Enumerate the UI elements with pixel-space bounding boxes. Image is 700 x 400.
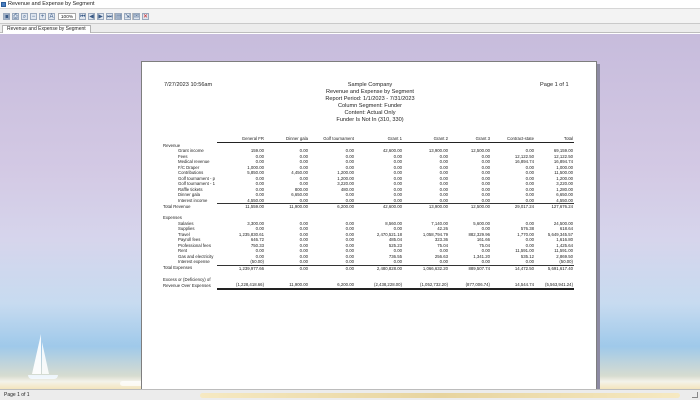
- cell-value: 0.00: [481, 164, 490, 170]
- cell-value: 1,425.64: [556, 242, 573, 248]
- cell-value: 1,770.00: [517, 231, 534, 237]
- cell-value: 0.00: [255, 192, 264, 197]
- cell-value: 0.00: [265, 265, 309, 271]
- cell-value: 0.00: [439, 159, 448, 164]
- cell-value: 0.00: [393, 175, 402, 181]
- cell-value: 6,650.00: [556, 192, 573, 197]
- cell-value: 1,341.20: [473, 253, 490, 259]
- cell-value: 0.00: [345, 237, 354, 242]
- zoom-out-icon[interactable]: −: [31, 14, 36, 20]
- cell-value: 0.00: [299, 242, 308, 248]
- first-page-icon[interactable]: ⏮: [80, 14, 86, 20]
- cell-value: 256.63: [434, 253, 448, 259]
- cell-value: 3,220.00: [337, 181, 354, 186]
- row-label: F/C Draper: [178, 164, 200, 170]
- cell-value: 0.00: [299, 197, 308, 203]
- cell-value: 16,894.74: [514, 159, 534, 164]
- cell-value: 0.00: [345, 148, 354, 153]
- row-label: Dinner gala: [178, 192, 200, 197]
- table-header-row: [162, 135, 574, 143]
- cell-value: 0.00: [345, 192, 354, 197]
- cell-value: 13,900.00: [428, 148, 448, 153]
- cell-value: 8,560.00: [385, 220, 402, 226]
- row-label: Expenses: [163, 215, 182, 220]
- cell-value: 11,591.00: [554, 248, 573, 253]
- cell-value: 0.00: [525, 175, 534, 181]
- cell-value: (877,006.74): [449, 282, 491, 289]
- cell-value: 0.00: [345, 159, 354, 164]
- column-header: Golf tournament: [309, 135, 355, 143]
- cell-value: 29,017.24: [491, 204, 535, 210]
- row-label: Supplies: [178, 226, 195, 231]
- cell-value: 1,235,830.61: [238, 231, 264, 237]
- cell-value: 5,691,617.40: [535, 265, 574, 271]
- export-icon[interactable]: ⇲: [125, 14, 131, 20]
- report-page-number: Page 1 of 1: [540, 82, 569, 88]
- cell-value: 0.00: [299, 175, 308, 181]
- cell-value: 13,900.00: [403, 204, 449, 210]
- cell-value: 11,591.00: [515, 248, 534, 253]
- cell-value: 0.00: [393, 181, 402, 186]
- cell-value: 0.00: [525, 237, 534, 242]
- cell-value: 0.00: [345, 153, 354, 159]
- cell-value: 0.00: [299, 231, 308, 237]
- cell-value: 0.00: [481, 248, 490, 253]
- row-label: Raffle tickets: [178, 186, 203, 192]
- sailboat-jib-icon: [42, 342, 49, 374]
- row-label: Total Revenue: [163, 203, 191, 209]
- search-icon[interactable]: ⌕: [22, 14, 27, 20]
- row-label: Golf tournament - p: [178, 175, 216, 181]
- cell-value: 159.00: [250, 148, 264, 153]
- cell-value: 0.00: [481, 186, 490, 192]
- cell-value: 42,600.00: [355, 204, 403, 210]
- cell-value: 0.00: [255, 226, 264, 231]
- cell-value: 0.00: [439, 248, 448, 253]
- cell-value: 0.00: [345, 248, 354, 253]
- cell-value: (5,563,941.24): [535, 282, 574, 289]
- cell-value: 0.00: [345, 226, 354, 231]
- cell-value: 5,850.00: [247, 170, 264, 175]
- cell-value: 736.55: [388, 253, 402, 259]
- cell-value: 0.00: [299, 181, 308, 186]
- cell-value: 0.00: [255, 181, 264, 186]
- report-period: Report Period: 1/1/2023 - 7/31/2023: [325, 96, 415, 102]
- cell-value: 535.12: [520, 253, 534, 259]
- page-setup-icon[interactable]: ▤: [116, 14, 122, 20]
- cell-value: 0.00: [255, 153, 264, 159]
- cell-value: 75.04: [437, 242, 448, 248]
- row-label: Interest expense: [178, 259, 210, 265]
- cell-value: 0.00: [345, 231, 354, 237]
- cell-value: 0.00: [439, 170, 448, 175]
- row-label: Gas and electricity: [178, 253, 214, 259]
- cell-value: 3,300.00: [247, 220, 264, 226]
- cell-value: 3,220.00: [556, 181, 573, 186]
- report-content: Content: Actual Only: [344, 110, 396, 116]
- row-label: Excess or (Deficiency) of: [163, 276, 211, 282]
- cell-value: 0.00: [393, 192, 402, 197]
- cell-value: 6,200.00: [309, 282, 355, 289]
- financial-table: [162, 135, 574, 290]
- cell-value: 0.00: [255, 253, 264, 259]
- row-label: Medical revenue: [178, 159, 210, 164]
- cell-value: 7,140.00: [431, 220, 448, 226]
- cell-value: 0.00: [393, 159, 402, 164]
- cell-value: 0.00: [255, 248, 264, 253]
- window-title: Revenue and Expense by Segment: [8, 1, 95, 7]
- cell-value: 24,500.00: [553, 220, 573, 226]
- cell-value: 0.00: [345, 197, 354, 203]
- cell-value: 882,329.96: [468, 231, 490, 237]
- cell-value: 0.00: [299, 148, 308, 153]
- cell-value: 42,600.00: [382, 148, 402, 153]
- cell-value: 0.00: [525, 170, 534, 175]
- cell-value: 5,600.00: [473, 220, 490, 226]
- column-header: General FR: [217, 135, 265, 143]
- window-title-bar: [0, 0, 700, 9]
- zoom-in-icon[interactable]: +: [40, 14, 45, 20]
- cell-value: 1,000.00: [556, 164, 573, 170]
- column-header: Dinner gala: [265, 135, 309, 143]
- cell-value: 0.00: [393, 170, 402, 175]
- company-name: Sample Company: [347, 82, 393, 88]
- tab-report[interactable]: Revenue and Expense by Segment: [2, 25, 91, 33]
- cell-value: 0.00: [345, 242, 354, 248]
- cell-value: 0.00: [481, 170, 490, 175]
- cell-value: 0.00: [393, 164, 402, 170]
- cell-value: 0.00: [299, 164, 308, 170]
- cell-value: 1,616.80: [556, 237, 573, 242]
- email-icon[interactable]: ✉: [134, 14, 140, 20]
- cell-value: 0.00: [299, 237, 308, 242]
- cell-value: 1,058,794.79: [422, 231, 448, 237]
- cell-value: 1,200.00: [337, 175, 354, 181]
- row-label: Fees: [178, 153, 188, 159]
- cell-value: 0.00: [439, 181, 448, 186]
- cell-value: 14,472.50: [491, 265, 535, 271]
- cell-value: 0.00: [439, 186, 448, 192]
- sailboat-sail-icon: [32, 334, 41, 374]
- column-header: Grant 3: [449, 135, 491, 143]
- row-label: Contributions: [178, 170, 204, 175]
- row-label: Professional fees: [178, 242, 211, 248]
- row-label: Revenue: [163, 142, 181, 148]
- cell-value: 0.00: [439, 192, 448, 197]
- cell-value: 5,649,345.57: [547, 231, 573, 237]
- cell-value: 0.00: [393, 259, 402, 264]
- cell-value: 525.23: [388, 242, 402, 248]
- zoom-level-input[interactable]: 100%: [58, 13, 76, 20]
- cell-value: 127,676.24: [535, 204, 574, 210]
- net-row: [162, 282, 574, 289]
- cell-value: 800.00: [294, 186, 308, 192]
- cell-value: 11,500.00: [554, 170, 573, 175]
- row-label: Interest income: [178, 197, 208, 203]
- cell-value: 0.00: [345, 220, 354, 226]
- row-label: Rent: [178, 248, 188, 253]
- cell-value: 1,000.00: [247, 164, 264, 170]
- row-label: Total Expenses: [163, 265, 193, 271]
- cell-value: 1,066,632.20: [403, 265, 449, 271]
- cell-value: 2,480,828.00: [355, 265, 403, 271]
- cell-value: 0.00: [439, 164, 448, 170]
- cell-value: 0.00: [481, 175, 490, 181]
- cell-value: 0.00: [481, 259, 490, 264]
- cell-value: (2,438,228.00): [355, 282, 403, 289]
- column-header: Contract-state: [491, 135, 535, 143]
- cell-value: 0.00: [439, 175, 448, 181]
- cell-value: 11,559.00: [217, 204, 265, 210]
- cell-value: 1,200.00: [337, 170, 354, 175]
- cell-value: 2,869.50: [556, 253, 573, 259]
- cell-value: 0.00: [299, 153, 308, 159]
- cell-value: 618.64: [559, 226, 573, 231]
- cell-value: 6,650.00: [291, 192, 308, 197]
- cell-value: 0.00: [481, 159, 490, 164]
- column-header: Grant 2: [403, 135, 449, 143]
- cell-value: 323.36: [434, 237, 448, 242]
- cell-value: 0.00: [345, 164, 354, 170]
- cell-value: 161.66: [476, 237, 490, 242]
- cell-value: 14,544.74: [491, 282, 535, 289]
- cell-value: (1,052,732.20): [403, 282, 449, 289]
- cell-value: 0.00: [393, 153, 402, 159]
- resize-grip-icon[interactable]: [692, 392, 698, 398]
- cell-value: 0.00: [299, 259, 308, 264]
- cell-value: 0.00: [255, 175, 264, 181]
- find-icon[interactable]: A: [49, 14, 54, 20]
- row-label: Salaries: [178, 220, 194, 226]
- cell-value: 0.00: [393, 226, 402, 231]
- cell-value: 485.04: [388, 237, 402, 242]
- cell-value: 646.72: [250, 237, 264, 242]
- cell-value: 0.00: [299, 220, 308, 226]
- cell-value: 0.00: [299, 248, 308, 253]
- cell-value: 0.00: [439, 259, 448, 264]
- next-page-icon[interactable]: ▶: [98, 14, 103, 20]
- column-header: Total: [535, 135, 574, 143]
- cell-value: 0.00: [255, 186, 264, 192]
- report-page: [141, 61, 597, 389]
- cell-value: 0.00: [525, 220, 534, 226]
- cell-value: 0.00: [525, 148, 534, 153]
- cell-value: 11,900.00: [265, 204, 309, 210]
- last-page-icon[interactable]: ⏭: [107, 14, 113, 20]
- status-bar: [0, 389, 700, 400]
- cell-value: 4,450.00: [291, 170, 308, 175]
- cell-value: 11,900.00: [265, 282, 309, 289]
- cell-value: 0.00: [525, 242, 534, 248]
- cancel-icon[interactable]: ✕: [143, 14, 149, 20]
- cell-value: (1,228,418.66): [217, 282, 265, 289]
- cell-value: (50.00): [250, 259, 264, 264]
- cell-value: 4,550.00: [247, 197, 264, 203]
- cell-value: 75.04: [479, 242, 490, 248]
- row-label: Golf tournament - 1: [178, 181, 216, 186]
- cell-value: 0.00: [525, 259, 534, 264]
- cell-value: 576.38: [520, 226, 534, 231]
- cell-value: 0.00: [393, 197, 402, 203]
- row-label: Grant income: [178, 148, 204, 153]
- report-title: Revenue and Expense by Segment: [325, 89, 414, 95]
- cell-value: 889,507.74: [449, 265, 491, 271]
- cell-value: 0.00: [299, 159, 308, 164]
- report-date: 7/27/2023 10:56am: [164, 82, 213, 88]
- row-label: Revenue Over Expenses: [163, 282, 211, 288]
- cell-value: 0.00: [525, 181, 534, 186]
- cell-value: 6,200.00: [309, 204, 355, 210]
- column-header-label: [162, 135, 217, 143]
- cell-value: 0.00: [481, 197, 490, 203]
- cell-value: 0.00: [309, 265, 355, 271]
- cell-value: 12,500.00: [470, 148, 490, 153]
- cell-value: 0.00: [393, 248, 402, 253]
- cell-value: 750.33: [250, 242, 264, 248]
- report-segment: Column Segment: Funder: [337, 103, 403, 109]
- cell-value: 480.00: [340, 186, 354, 192]
- prev-page-icon[interactable]: ◀: [89, 14, 94, 20]
- cell-value: 0.00: [525, 186, 534, 192]
- cell-value: 0.00: [525, 197, 534, 203]
- report-filter: Funder Is Not In (310, 330): [336, 117, 404, 123]
- cell-value: 0.00: [481, 192, 490, 197]
- cell-value: 0.00: [299, 253, 308, 259]
- cell-value: 0.00: [393, 186, 402, 192]
- cell-value: 0.00: [439, 153, 448, 159]
- print-icon[interactable]: ⎙: [13, 14, 18, 20]
- cell-value: 16,894.74: [553, 159, 573, 164]
- cell-value: 0.00: [481, 226, 490, 231]
- cell-value: 2,470,521.18: [376, 231, 402, 237]
- toolbar: [0, 9, 700, 24]
- row-label: Payroll fees: [178, 237, 201, 242]
- cell-value: 0.00: [255, 159, 264, 164]
- cell-value: 0.00: [525, 164, 534, 170]
- status-page-indicator: Page 1 of 1: [4, 392, 30, 398]
- cell-value: 0.00: [345, 253, 354, 259]
- cell-value: 0.00: [439, 197, 448, 203]
- cell-value: 1,239,977.66: [217, 265, 265, 271]
- cell-value: 0.00: [481, 153, 490, 159]
- status-decoration: [200, 393, 680, 398]
- cell-value: 0.00: [481, 181, 490, 186]
- row-label: Travel: [178, 231, 190, 237]
- cell-value: 0.00: [345, 259, 354, 264]
- cell-value: 12,500.00: [449, 204, 491, 210]
- cell-value: 0.00: [525, 192, 534, 197]
- cell-value: (50.00): [559, 259, 573, 264]
- save-icon[interactable]: ▣: [4, 14, 10, 20]
- cell-value: 4,550.00: [556, 197, 573, 203]
- column-header: Grant 1: [355, 135, 403, 143]
- cell-value: 12,122.50: [514, 153, 534, 159]
- cell-value: 12,122.50: [553, 153, 573, 159]
- cell-value: 1,280.00: [556, 186, 573, 192]
- cell-value: 1,200.00: [556, 175, 573, 181]
- tab-strip: [0, 24, 700, 33]
- cell-value: 42.26: [437, 226, 448, 231]
- cell-value: 0.00: [299, 226, 308, 231]
- cell-value: 69,159.00: [553, 148, 573, 153]
- report-viewer[interactable]: [0, 34, 700, 389]
- app-icon: [1, 2, 6, 7]
